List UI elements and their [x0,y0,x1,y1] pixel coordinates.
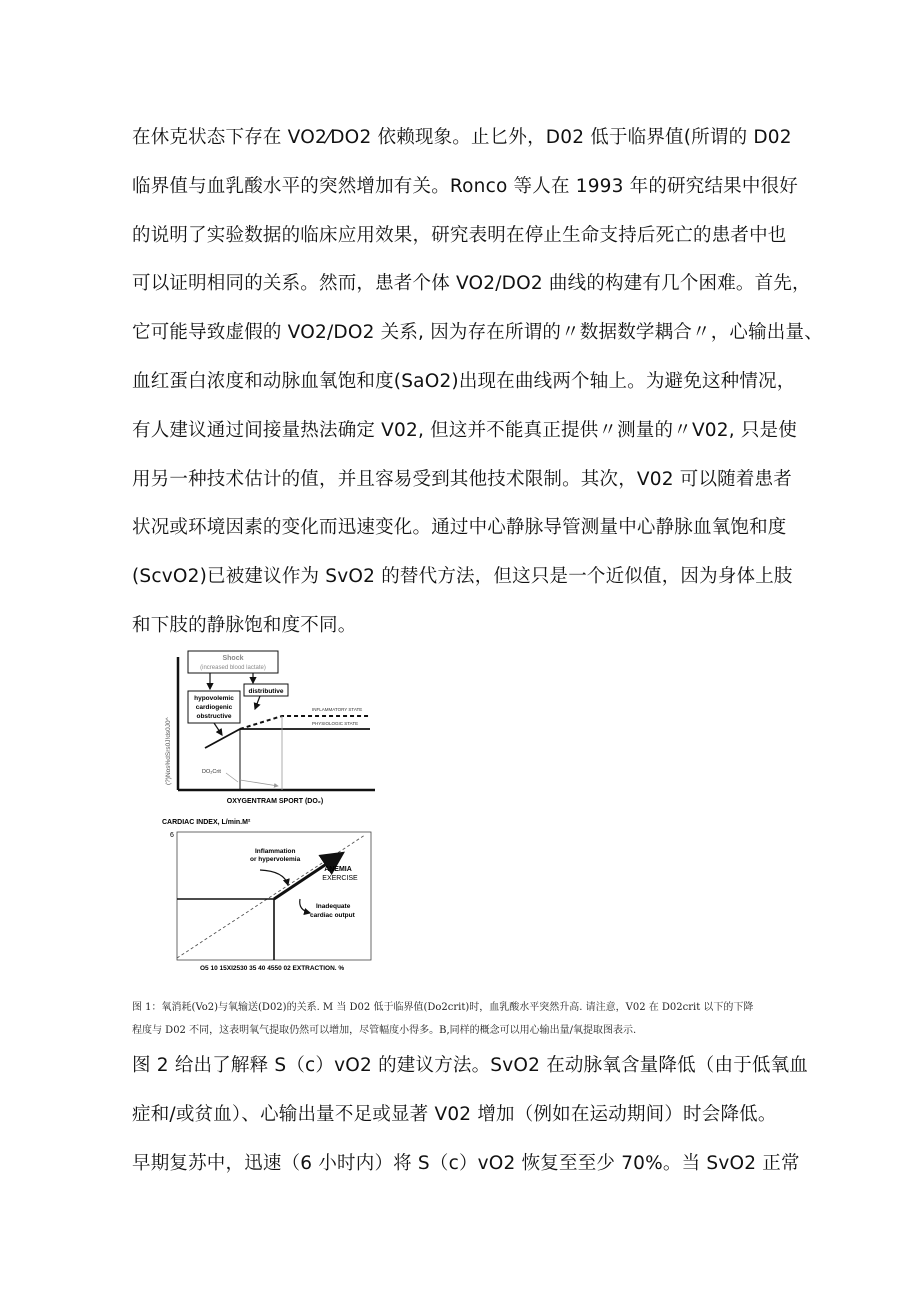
hypo-line: cardiogenic [195,704,233,711]
paragraph-line: 和下肢的静脉饱和度不同。 [132,614,357,636]
x-axis-label: OXYGENTRAM SPORT (DO₂) [226,798,324,805]
paragraph-line: 血红蛋白浓度和动脉血氧饱和度(SaO2)出现在曲线两个轴上。为避免这种情况， [132,370,796,392]
inadequate-arrow [300,899,310,913]
inadequate-line: Inadequate [316,903,351,910]
paragraph-line: 的说明了实验数据的临床应用效果，研究表明在停止生命支持后死亡的患者中也 [132,224,787,246]
anemia-line: EXERCISE [322,875,358,882]
body-paragraph-2 [132,1042,812,1188]
shift-arrow [240,780,278,786]
hypo-line: obstructive [196,713,232,720]
y-tick-label: 6 [170,832,174,839]
paragraph-line: (ScvO2)已被建议作为 SvO2 的替代方法，但这只是一个近似值，因为身体上肢 [132,566,793,588]
paragraph-line: 用另一种技术估计的值，并且容易受到其他技术限制。其次，V02 可以随着患者 [132,468,792,490]
y-axis-label: (?)Nos%dSrs0J!ds0J0^ [165,717,172,785]
paragraph-line: 状况或环境因素的变化而迅速变化。通过中心静脉导管测量中心静脉血氧饱和度 [132,517,787,539]
body-paragraph-1 [132,114,823,651]
paragraph-line: 在休克状态下存在 VO2⁄DO2 依赖现象。止匕外，D02 低于临界值(所谓的 D02 [132,127,792,148]
paragraph-line: 可以证明相同的关系。然而，患者个体 VO2/DO2 曲线的构建有几个困难。首先， [132,273,811,295]
shock-box-title: Shock [222,655,244,662]
hypo-arrow [214,723,222,735]
paragraph-line: 它可能导致虚假的 VO2/DO2 关系, 因为存在所谓的〃数据数学耦合〃，心输出量、 [132,322,823,344]
do2crit-label: DO₂Crit [202,769,221,775]
paragraph-line: 图 2 给出了解释 S（c）vO2 的建议方法。SvO2 在动脉氧含量降低（由于低氧血 [132,1055,808,1076]
paragraph-line: 早期复苏中，迅速（6 小时内）将 S（c）vO2 恢复至至少 70%。当 SvO2 正常 [132,1152,800,1174]
caption-line: 图 1：氧消耗(Vo2)与氧输送(D02)的关系. M 当 D02 低于临界值(Do2crit)时，血乳酸水平突然升高. 请注意，V02 在 D02crit 以下的下降 [132,1002,754,1013]
do2crit-pointer [226,773,238,782]
hypo-line: hypovolemic [194,695,234,702]
figure-b-cardiac-index-diagram [160,815,380,975]
figure-caption [132,996,792,1042]
inflammation-line: Inflammation [255,848,296,855]
distributive-arrow [255,696,260,709]
paragraph-line: 临界值与血乳酸水平的突然增加有关。Ronco 等人在 1993 年的研究结果中很好 [132,175,798,197]
physiologic-curve [205,729,370,748]
inadequate-line: cardiac output [310,912,355,919]
paragraph-line: 有人建议通过间接量热法确定 V02, 但这并不能真正提供〃测量的〃V02, 只是使 [132,419,797,441]
caption-line: 程度与 D02 不同，这表明氧气提取仍然可以增加，尽管幅度小得多。B,同样的概念可以用心输出量/氧提取图表示. [132,1025,637,1036]
inflammatory-label: INFLAMMATORY STATE [312,707,363,712]
physiologic-label: PHYSIOLOGIC STATE [312,721,359,726]
anemia-line: ANEMIA [324,866,352,873]
inflammation-arrow [260,870,288,885]
inflammation-line: or hypervolemia [250,856,301,863]
figure-a-vo2-do2-diagram [150,645,390,807]
distributive-label: distributive [248,688,284,695]
shock-box-subtitle: (increased blood lactate) [200,665,266,671]
x-axis-label: O5 10 15XI2530 35 40 4550 02 EXTRACTION. % [200,965,345,972]
y-axis-title: CARDIAC INDEX, L/min.M² [162,819,251,826]
paragraph-line: 症和/或贫血）、心输出量不足或显著 V02 增加（例如在运动期间）时会降低。 [132,1103,777,1125]
